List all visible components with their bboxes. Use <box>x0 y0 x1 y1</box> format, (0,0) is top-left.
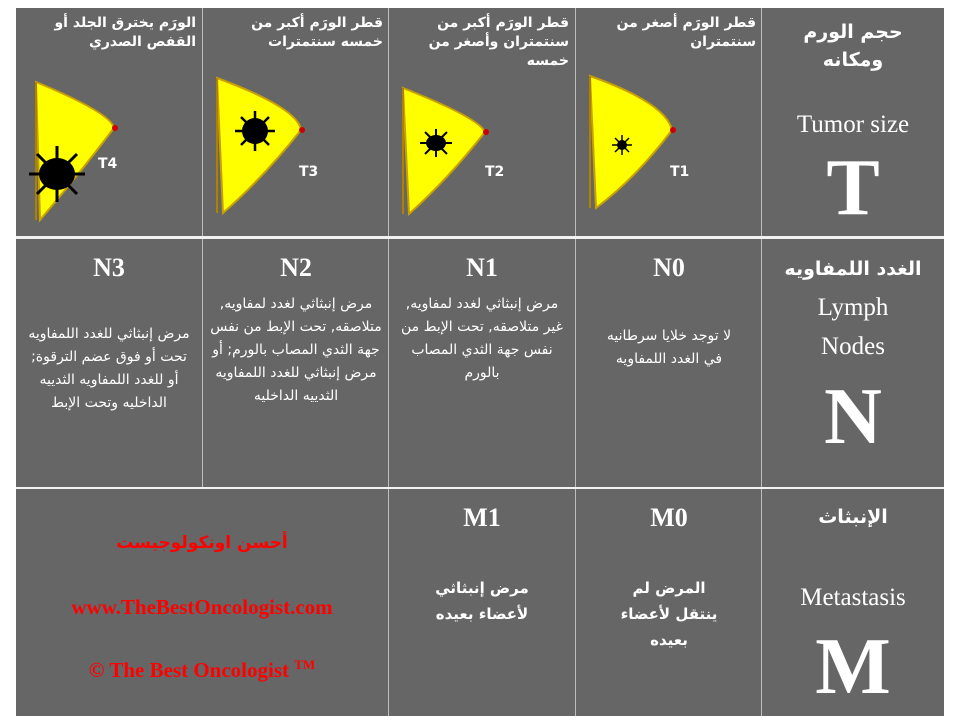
metastasis-stage-description: المرض لم ينتقل لأعضاء بعيده <box>620 579 718 649</box>
tumor-stage-t4 <box>16 8 202 236</box>
tumor-size-letter: T <box>826 144 880 232</box>
invasive-tumor-icon <box>29 146 85 202</box>
large-tumor-icon <box>235 111 275 151</box>
small-tumor-icon <box>612 135 632 155</box>
medium-tumor-icon <box>420 129 452 157</box>
metastasis-stage-code: M1 <box>463 503 501 532</box>
node-stage-n2 <box>203 239 389 487</box>
metastasis-english-title: Metastasis <box>800 584 906 611</box>
trademark-mark: TM <box>294 657 316 672</box>
node-stage-code: N2 <box>280 253 312 282</box>
brand-arabic-name: أحسن اونكولوجيست <box>116 533 288 553</box>
brand-copyright-text: © The Best Oncologist <box>88 658 290 682</box>
lymph-nodes-english-line1: Lymph <box>817 294 889 321</box>
metastasis-stage-code: M0 <box>650 503 688 532</box>
tumor-stage-description: قطر الورَم أكبر من سنتمتران وأصغر من خمسه <box>428 15 569 69</box>
node-stage-description: مرض إنبثاثي لغدد لمفاويه, غير متلاصقه, تحت الإبط من نفس جهة الثدي المصاب بالورم <box>401 296 563 381</box>
breast-tumor-diagram <box>16 8 202 236</box>
tumor-stage-code: T3 <box>299 164 319 180</box>
tumor-stage-code: T4 <box>98 156 118 172</box>
lymph-nodes-letter: N <box>824 373 882 461</box>
node-stage-description: لا توجد خلايا سرطانيه في الغدد اللمفاويه <box>606 328 732 367</box>
tumor-size-arabic-title: حجم الورم ومكانه <box>803 21 903 71</box>
branding-block <box>16 489 388 716</box>
lymph-nodes-header <box>762 239 944 487</box>
metastasis-letter: M <box>815 623 891 711</box>
metastasis-stage-m0 <box>576 489 762 716</box>
tumor-stage-description: قطر الورَم أصغر من سنتمتران <box>616 15 756 50</box>
tumor-stage-code: T2 <box>485 164 505 180</box>
node-stage-n0 <box>576 239 762 487</box>
tumor-stage-t1 <box>576 8 762 236</box>
lymph-nodes-arabic-title: الغدد اللمفاويه <box>784 258 922 280</box>
brand-copyright <box>16 657 388 683</box>
breast-tumor-diagram <box>389 8 575 236</box>
tumor-stage-t3 <box>203 8 389 236</box>
node-stage-code: N1 <box>466 253 498 282</box>
tumor-stage-t2 <box>389 8 575 236</box>
breast-tumor-diagram <box>203 8 389 236</box>
tnm-staging-table <box>16 8 944 716</box>
metastasis-header <box>762 489 944 716</box>
lymph-nodes-english-line2: Nodes <box>821 333 885 360</box>
metastasis-arabic-title: الإنبثاث <box>818 506 888 528</box>
node-stage-code: N0 <box>653 253 685 282</box>
tumor-size-header <box>762 8 944 236</box>
node-stage-n3 <box>16 239 202 487</box>
metastasis-stage-description: مرض إنبثاثي لأعضاء بعيده <box>435 579 529 623</box>
tumor-stage-code: T1 <box>670 164 690 180</box>
node-stage-code: N3 <box>93 253 125 282</box>
brand-website-link[interactable]: www.TheBestOncologist.com <box>71 595 333 619</box>
tumor-size-english-title: Tumor size <box>796 111 910 138</box>
node-stage-description: مرض إنبثاثي للغدد اللمفاويه تحت أو فوق عضم الترقوة; أو للغدد اللمفاويه الثدييه الداخليه وتحت الإبط <box>28 326 190 411</box>
node-stage-n1 <box>389 239 575 487</box>
tumor-stage-description: الورَم يخترق الجلد أو القفص الصدري <box>54 15 196 50</box>
breast-tumor-diagram <box>576 8 762 236</box>
metastasis-stage-m1 <box>389 489 575 716</box>
tumor-stage-description: قطر الورَم أكبر من خمسه سنتمترات <box>251 15 383 50</box>
node-stage-description: مرض إنبثاثي لغدد لمفاويه, متلاصقه, تحت الإبط من نفس جهة الثدي المصاب بالورم; أو مرض إنبثاثي للغدد اللمفاويه الثدييه الداخليه <box>210 296 382 404</box>
